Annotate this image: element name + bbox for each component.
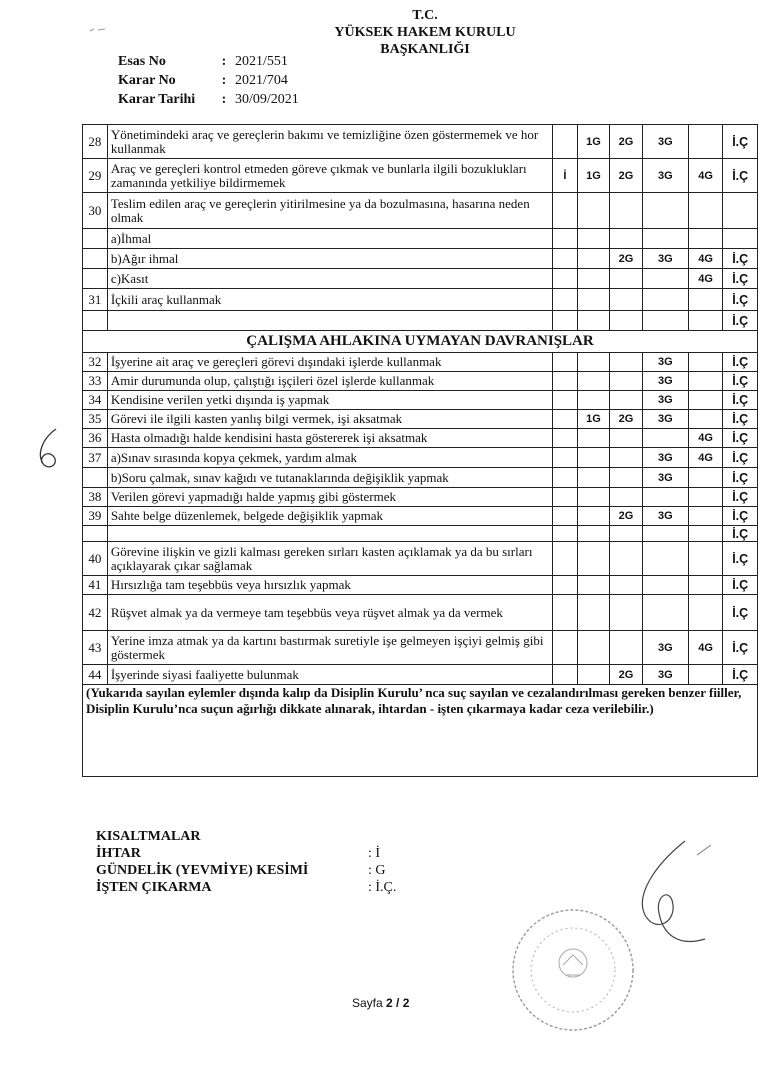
penalty-cell	[577, 353, 610, 372]
penalty-cell	[688, 289, 723, 311]
header-institution: YÜKSEK HAKEM KURULU	[334, 25, 516, 40]
penalty-cell: 3G	[642, 665, 688, 685]
row-description: a)Sınav sırasında kopya çekmek, yardım almak	[107, 448, 552, 468]
row-number: 33	[83, 372, 108, 391]
penalty-cell	[610, 488, 643, 507]
abbr-label-isten: İŞTEN ÇIKARMA	[96, 880, 212, 895]
row-number: 28	[83, 125, 108, 159]
penalty-cell	[553, 311, 577, 331]
penalty-cell: İ.Ç	[723, 353, 758, 372]
meta-value: 2021/551	[235, 54, 288, 69]
penalty-cell: 2G	[610, 125, 643, 159]
abbreviation-values	[368, 845, 396, 896]
table-row	[83, 391, 758, 410]
row-number: 39	[83, 507, 108, 526]
penalty-cell	[553, 631, 577, 665]
table-row	[83, 269, 758, 289]
penalty-cell	[577, 193, 610, 229]
table-row	[83, 576, 758, 595]
penalty-cell	[553, 576, 577, 595]
row-description: b)Soru çalmak, sınav kağıdı ve tutanaklarında değişiklik yapmak	[107, 468, 552, 488]
penalty-cell	[553, 193, 577, 229]
meta-esas	[118, 52, 299, 71]
abbr-value-ihtar: : İ	[368, 846, 381, 861]
table-row	[83, 289, 758, 311]
penalty-cell: 3G	[642, 159, 688, 193]
penalty-cell: İ.Ç	[723, 526, 758, 542]
penalty-cell	[610, 595, 643, 631]
penalty-cell	[577, 289, 610, 311]
penalty-cell	[577, 311, 610, 331]
header-tc: T.C.	[412, 8, 438, 23]
row-number: 31	[83, 289, 108, 311]
penalty-cell: 4G	[688, 249, 723, 269]
penalty-cell	[688, 372, 723, 391]
row-number	[83, 269, 108, 289]
row-description: Yerine imza atmak ya da kartını bastırmak suretiyle işe gelmeyen işçiyi gelmiş gibi göstermek	[107, 631, 552, 665]
row-description: c)Kasıt	[107, 269, 552, 289]
penalty-cell	[610, 448, 643, 468]
row-number	[83, 526, 108, 542]
penalty-cell: 4G	[688, 429, 723, 448]
penalty-cell	[577, 269, 610, 289]
row-description: b)Ağır ihmal	[107, 249, 552, 269]
penalty-cell: 3G	[642, 125, 688, 159]
penalty-cell	[553, 391, 577, 410]
note-row	[83, 685, 758, 777]
row-description: Hasta olmadığı halde kendisini hasta göstererek işi aksatmak	[107, 429, 552, 448]
meta-key: Esas No	[118, 54, 166, 69]
penalty-cell	[577, 507, 610, 526]
penalty-cell	[642, 229, 688, 249]
penalty-cell	[553, 249, 577, 269]
penalty-cell	[610, 372, 643, 391]
meta-key: Karar Tarihi	[118, 92, 196, 107]
penalty-cell: İ.Ç	[723, 289, 758, 311]
penalty-cell	[610, 353, 643, 372]
penalty-cell: 2G	[610, 665, 643, 685]
penalty-cell: 3G	[642, 391, 688, 410]
penalty-cell	[553, 353, 577, 372]
penalty-cell	[610, 193, 643, 229]
penalty-cell	[688, 391, 723, 410]
penalty-cell	[553, 542, 577, 576]
row-description: Araç ve gereçleri kontrol etmeden göreve çıkmak ve bunlarla ilgili bozuklukları zamanında yetkiliye bildirmemek	[107, 159, 552, 193]
penalty-cell	[577, 229, 610, 249]
penalty-cell	[553, 526, 577, 542]
row-number: 34	[83, 391, 108, 410]
meta-value: 2021/704	[235, 73, 288, 88]
penalty-cell	[553, 429, 577, 448]
penalty-cell	[610, 289, 643, 311]
meta-sep: :	[221, 73, 227, 88]
row-description: Rüşvet almak ya da vermeye tam teşebbüs veya rüşvet almak ya da vermek	[107, 595, 552, 631]
table-row	[83, 249, 758, 269]
penalty-cell	[688, 595, 723, 631]
row-number: 32	[83, 353, 108, 372]
margin-handwriting	[30, 425, 70, 480]
page-value: 2 / 2	[386, 996, 410, 1010]
case-meta	[118, 52, 299, 109]
row-description: Yönetimindeki araç ve gereçlerin bakımı ve temizliğine özen göstermemek ve hor kullanmak	[107, 125, 552, 159]
row-description: Hırsızlığa tam teşebbüs veya hırsızlık yapmak	[107, 576, 552, 595]
penalty-cell	[688, 526, 723, 542]
penalty-cell	[688, 353, 723, 372]
penalty-cell	[577, 468, 610, 488]
meta-karar	[118, 71, 299, 90]
row-number: 43	[83, 631, 108, 665]
penalty-cell	[610, 542, 643, 576]
abbr-label-gundelik: GÜNDELİK (YEVMİYE) KESİMİ	[96, 863, 309, 878]
table-row	[83, 159, 758, 193]
penalty-cell	[723, 193, 758, 229]
abbreviations	[96, 828, 308, 896]
penalty-cell: 3G	[642, 249, 688, 269]
penalty-cell	[610, 631, 643, 665]
penalty-cell: 2G	[610, 159, 643, 193]
penalty-cell	[688, 468, 723, 488]
penalty-cell	[553, 289, 577, 311]
penalty-cell: İ	[553, 159, 577, 193]
penalty-cell: İ.Ç	[723, 125, 758, 159]
penalty-cell	[610, 468, 643, 488]
table-row	[83, 429, 758, 448]
penalty-cell: İ.Ç	[723, 448, 758, 468]
row-description: a)İhmal	[107, 229, 552, 249]
table-row	[83, 311, 758, 331]
row-description	[107, 526, 552, 542]
row-number: 38	[83, 488, 108, 507]
penalty-cell	[577, 576, 610, 595]
penalty-cell: 1G	[577, 125, 610, 159]
row-number: 44	[83, 665, 108, 685]
abbr-label-ihtar: İHTAR	[96, 846, 141, 861]
penalty-cell	[553, 665, 577, 685]
penalty-cell	[688, 542, 723, 576]
penalty-cell	[553, 269, 577, 289]
row-number: 35	[83, 410, 108, 429]
penalty-cell	[553, 125, 577, 159]
page-prefix: Sayfa	[352, 996, 387, 1010]
row-description: Verilen görevi yapmadığı halde yapmış gibi göstermek	[107, 488, 552, 507]
penalty-cell	[642, 595, 688, 631]
penalty-cell: 3G	[642, 410, 688, 429]
row-number: 29	[83, 159, 108, 193]
row-number	[83, 311, 108, 331]
row-description	[107, 311, 552, 331]
penalty-cell: 3G	[642, 372, 688, 391]
table-row	[83, 526, 758, 542]
table-row	[83, 507, 758, 526]
meta-sep: :	[221, 54, 227, 69]
penalty-cell: 3G	[642, 507, 688, 526]
penalty-cell: 3G	[642, 468, 688, 488]
section-row	[83, 331, 758, 353]
penalty-cell: 3G	[642, 353, 688, 372]
penalty-cell	[553, 595, 577, 631]
penalty-cell: İ.Ç	[723, 595, 758, 631]
meta-sep: :	[221, 92, 227, 107]
table-body-bottom	[83, 353, 758, 685]
row-number: 42	[83, 595, 108, 631]
penalty-cell	[610, 429, 643, 448]
meta-tarih	[118, 90, 299, 109]
abbr-title: KISALTMALAR	[96, 829, 201, 844]
penalty-cell	[577, 448, 610, 468]
penalty-cell	[688, 229, 723, 249]
table-row	[83, 665, 758, 685]
penalty-cell	[688, 125, 723, 159]
table-row	[83, 468, 758, 488]
row-description: Sahte belge düzenlemek, belgede değişiklik yapmak	[107, 507, 552, 526]
row-description: Görevine ilişkin ve gizli kalması gereken sırları kasten açıklamak ya da bu sırları açıklayarak çıkar sağlamak	[107, 542, 552, 576]
penalty-cell: İ.Ç	[723, 159, 758, 193]
row-number: 40	[83, 542, 108, 576]
row-number	[83, 468, 108, 488]
penalty-cell	[642, 289, 688, 311]
penalty-cell	[577, 488, 610, 507]
table-row	[83, 542, 758, 576]
row-description: İçkili araç kullanmak	[107, 289, 552, 311]
penalty-cell	[688, 193, 723, 229]
row-description: İşyerinde siyasi faaliyette bulunmak	[107, 665, 552, 685]
penalty-cell	[553, 468, 577, 488]
penalty-cell	[610, 526, 643, 542]
header-presidency: BAŞKANLIĞI	[380, 42, 470, 57]
row-description: Kendisine verilen yetki dışında iş yapmak	[107, 391, 552, 410]
penalty-cell: İ.Ç	[723, 631, 758, 665]
penalty-cell: İ.Ç	[723, 269, 758, 289]
row-number	[83, 249, 108, 269]
penalty-cell	[688, 665, 723, 685]
penalty-cell	[553, 448, 577, 468]
penalty-cell	[610, 311, 643, 331]
table-row	[83, 631, 758, 665]
penalty-cell: İ.Ç	[723, 249, 758, 269]
penalty-cell: İ.Ç	[723, 311, 758, 331]
table-row	[83, 193, 758, 229]
meta-value: 30/09/2021	[235, 92, 299, 107]
penalty-cell	[553, 229, 577, 249]
penalty-cell: İ.Ç	[723, 665, 758, 685]
penalty-cell	[688, 507, 723, 526]
penalty-cell	[553, 507, 577, 526]
penalty-cell	[577, 429, 610, 448]
table-section	[83, 331, 758, 353]
penalty-cell	[642, 526, 688, 542]
penalty-cell: 2G	[610, 410, 643, 429]
penalty-cell	[577, 595, 610, 631]
table-row	[83, 372, 758, 391]
corner-mark	[88, 22, 108, 40]
penalty-cell: İ.Ç	[723, 468, 758, 488]
table-note	[83, 685, 758, 777]
penalty-cell	[577, 542, 610, 576]
penalty-cell	[577, 526, 610, 542]
table-row	[83, 125, 758, 159]
penalty-cell: 4G	[688, 269, 723, 289]
penalty-cell: 2G	[610, 507, 643, 526]
penalty-cell: 1G	[577, 410, 610, 429]
penalty-cell	[553, 372, 577, 391]
penalty-cell	[610, 391, 643, 410]
penalty-cell: 2G	[610, 249, 643, 269]
row-description: Amir durumunda olup, çalıştığı işçileri özel işlerde kullanmak	[107, 372, 552, 391]
row-description: Teslim edilen araç ve gereçlerin yitirilmesine ya da bozulmasına, hasarına neden olmak	[107, 193, 552, 229]
penalty-cell: İ.Ç	[723, 410, 758, 429]
penalty-cell: İ.Ç	[723, 391, 758, 410]
penalty-cell	[688, 410, 723, 429]
page-number	[352, 996, 409, 1010]
penalty-cell: 4G	[688, 159, 723, 193]
penalty-cell: 4G	[688, 631, 723, 665]
penalty-cell	[688, 576, 723, 595]
table-row	[83, 595, 758, 631]
penalty-cell: İ.Ç	[723, 542, 758, 576]
penalty-cell	[553, 488, 577, 507]
penalty-cell	[610, 269, 643, 289]
penalty-cell: 3G	[642, 631, 688, 665]
penalty-cell: İ.Ç	[723, 507, 758, 526]
row-number: 36	[83, 429, 108, 448]
row-number: 37	[83, 448, 108, 468]
abbr-value-isten: : İ.Ç.	[368, 880, 397, 895]
penalty-cell	[577, 391, 610, 410]
official-seal	[508, 905, 638, 1040]
penalty-cell	[642, 488, 688, 507]
penalty-cell	[688, 488, 723, 507]
row-number	[83, 229, 108, 249]
penalty-cell	[642, 193, 688, 229]
penalty-cell	[577, 665, 610, 685]
table-row	[83, 410, 758, 429]
penalty-cell	[642, 576, 688, 595]
row-description: Görevi ile ilgili kasten yanlış bilgi vermek, işi aksatmak	[107, 410, 552, 429]
penalty-cell	[642, 542, 688, 576]
penalty-cell: İ.Ç	[723, 429, 758, 448]
penalty-cell	[642, 311, 688, 331]
penalty-cell: 4G	[688, 448, 723, 468]
meta-key: Karar No	[118, 73, 176, 88]
note-text: (Yukarıda sayılan eylemler dışında kalıp da Disiplin Kurulu’ nca suç sayılan ve cezalandırılması gereken benzer fiiller, Disiplin Kurulu’nca suçun ağırlığı dikkate alınarak, ihtardan - işten çıkarmaya kadar ceza verilebilir.)	[83, 685, 758, 777]
penalty-cell: İ.Ç	[723, 372, 758, 391]
penalty-cell: İ.Ç	[723, 488, 758, 507]
penalty-cell	[642, 269, 688, 289]
section-title: ÇALIŞMA AHLAKINA UYMAYAN DAVRANIŞLAR	[83, 331, 758, 353]
row-description: İşyerine ait araç ve gereçleri görevi dışındaki işlerde kullanmak	[107, 353, 552, 372]
penalty-cell	[577, 631, 610, 665]
table-row	[83, 229, 758, 249]
penalty-table	[82, 124, 758, 777]
penalty-cell	[610, 229, 643, 249]
table-row	[83, 448, 758, 468]
penalty-cell: 1G	[577, 159, 610, 193]
penalty-cell	[577, 372, 610, 391]
abbr-value-gundelik: : G	[368, 863, 386, 878]
table-body-top	[83, 125, 758, 331]
penalty-cell: İ.Ç	[723, 576, 758, 595]
row-number: 30	[83, 193, 108, 229]
penalty-cell	[577, 249, 610, 269]
penalty-cell	[553, 410, 577, 429]
penalty-cell	[688, 311, 723, 331]
row-number: 41	[83, 576, 108, 595]
penalty-cell: 3G	[642, 448, 688, 468]
table-row	[83, 488, 758, 507]
penalty-cell	[723, 229, 758, 249]
penalty-cell	[610, 576, 643, 595]
table-row	[83, 353, 758, 372]
penalty-cell	[642, 429, 688, 448]
